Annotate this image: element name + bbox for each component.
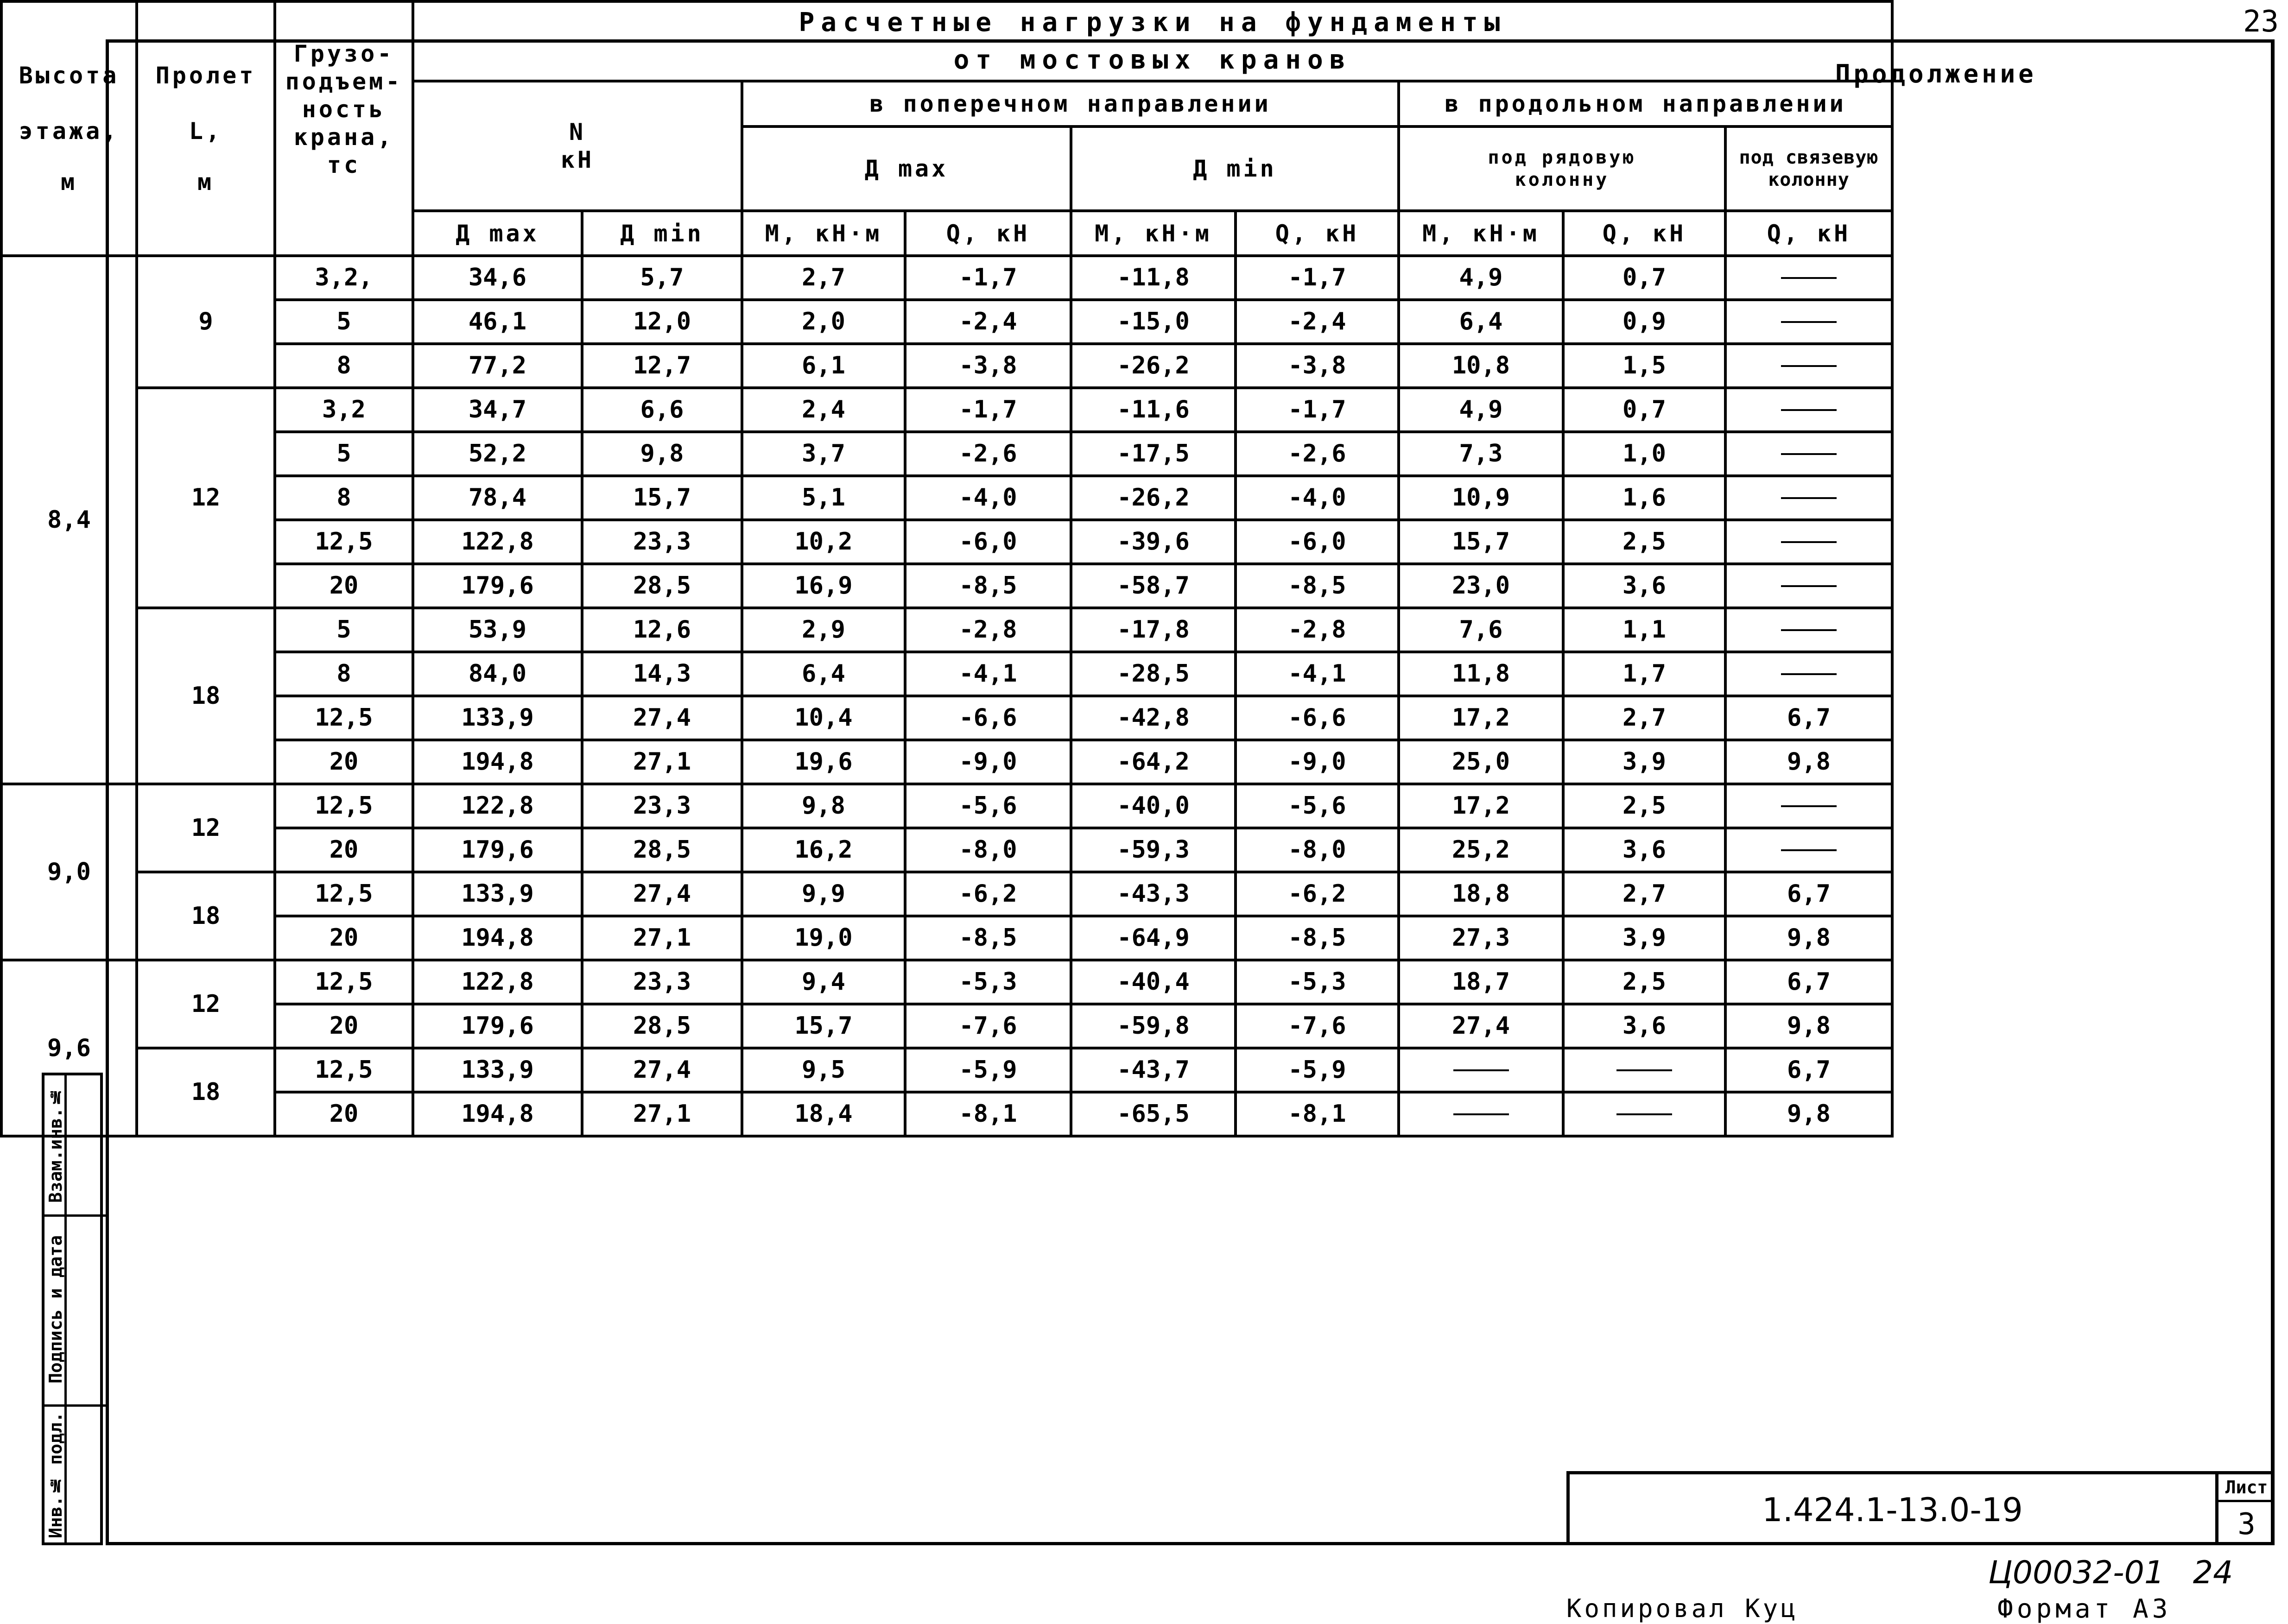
value-cell: -40,4 (1071, 960, 1236, 1004)
capacity-header-l2: подъем- (285, 68, 403, 95)
value-cell: 0,7 (1563, 388, 1725, 432)
capacity-header-l5: тс (327, 152, 361, 178)
value-cell: 23,3 (582, 960, 742, 1004)
value-cell: 10,9 (1399, 476, 1563, 520)
value-cell: 84,0 (413, 652, 582, 696)
span-cell: 9 (137, 256, 275, 388)
value-cell: 20 (275, 916, 413, 960)
dmax-header: Д max (742, 126, 1071, 211)
value-cell: -9,0 (905, 740, 1071, 784)
value-cell: -7,6 (905, 1004, 1071, 1048)
value-cell: 10,8 (1399, 344, 1563, 388)
value-cell: 122,8 (413, 520, 582, 564)
value-cell: 3,9 (1563, 740, 1725, 784)
value-cell: 9,8 (1725, 916, 1892, 960)
value-cell: 3,2 (275, 388, 413, 432)
subheader-cell: Q, кН (905, 211, 1071, 256)
value-cell: 28,5 (582, 1004, 742, 1048)
value-cell: 6,6 (582, 388, 742, 432)
value-cell: 5,1 (742, 476, 905, 520)
value-cell: -5,9 (905, 1048, 1071, 1092)
value-cell: 179,6 (413, 564, 582, 608)
value-cell: -11,8 (1071, 256, 1236, 300)
value-cell: 2,4 (742, 388, 905, 432)
sheet-box (2215, 1471, 2275, 1545)
value-cell: 2,5 (1563, 784, 1725, 828)
value-cell: -28,5 (1071, 652, 1236, 696)
value-cell: -3,8 (1236, 344, 1399, 388)
value-cell: 15,7 (1399, 520, 1563, 564)
value-cell: 2,5 (1563, 960, 1725, 1004)
value-cell: -2,6 (1236, 432, 1399, 476)
value-cell: -5,9 (1236, 1048, 1399, 1092)
value-cell: -2,4 (1236, 300, 1399, 344)
value-cell: 2,7 (1563, 696, 1725, 740)
value-cell: 7,3 (1399, 432, 1563, 476)
value-cell: 12,6 (582, 608, 742, 652)
value-cell: 133,9 (413, 872, 582, 916)
transverse-header: в поперечном направлении (742, 81, 1399, 126)
value-cell: 12,5 (275, 520, 413, 564)
subheader-cell: Q, кН (1563, 211, 1725, 256)
value-cell: 0,7 (1563, 256, 1725, 300)
value-cell: 34,7 (413, 388, 582, 432)
value-cell: 28,5 (582, 828, 742, 872)
value-cell: -6,0 (905, 520, 1071, 564)
span-header-l2: L, (189, 117, 223, 145)
value-cell: -58,7 (1071, 564, 1236, 608)
value-cell: 122,8 (413, 960, 582, 1004)
subheader-cell: М, кН·м (742, 211, 905, 256)
value-cell: 133,9 (413, 1048, 582, 1092)
value-cell: 27,3 (1399, 916, 1563, 960)
value-cell: 12,5 (275, 872, 413, 916)
value-cell: -8,5 (1236, 916, 1399, 960)
value-cell: 52,2 (413, 432, 582, 476)
value-cell: 2,5 (1563, 520, 1725, 564)
value-cell: 6,4 (1399, 300, 1563, 344)
value-cell: 23,0 (1399, 564, 1563, 608)
value-cell: -4,0 (1236, 476, 1399, 520)
value-cell: 1,5 (1563, 344, 1725, 388)
subheader-cell: Q, кН (1725, 211, 1892, 256)
value-cell: 78,4 (413, 476, 582, 520)
value-cell: 9,8 (1725, 1004, 1892, 1048)
value-cell: 25,2 (1399, 828, 1563, 872)
value-cell: -43,7 (1071, 1048, 1236, 1092)
value-cell: 5,7 (582, 256, 742, 300)
value-cell: 28,5 (582, 564, 742, 608)
span-cell: 18 (137, 608, 275, 784)
value-cell: 1,1 (1563, 608, 1725, 652)
value-cell: 194,8 (413, 740, 582, 784)
value-cell: 179,6 (413, 828, 582, 872)
value-cell: 34,6 (413, 256, 582, 300)
value-cell: -40,0 (1071, 784, 1236, 828)
height-cell: 8,4 (1, 256, 137, 784)
value-cell: 194,8 (413, 1092, 582, 1136)
value-cell: 9,4 (742, 960, 905, 1004)
value-cell: 46,1 (413, 300, 582, 344)
height-header-l3: м (60, 168, 78, 196)
value-cell: 20 (275, 828, 413, 872)
value-cell: -6,0 (1236, 520, 1399, 564)
subheader-cell: М, кН·м (1399, 211, 1563, 256)
height-cell: 9,0 (1, 784, 137, 960)
value-cell: 8 (275, 476, 413, 520)
value-cell: 9,8 (1725, 740, 1892, 784)
value-cell: -65,5 (1071, 1092, 1236, 1136)
side-stamp (42, 1073, 103, 1545)
value-cell: -17,5 (1071, 432, 1236, 476)
value-cell: -1,7 (905, 388, 1071, 432)
value-cell: -15,0 (1071, 300, 1236, 344)
value-cell: -39,6 (1071, 520, 1236, 564)
value-cell: 6,4 (742, 652, 905, 696)
value-cell: 14,3 (582, 652, 742, 696)
value-cell: -17,8 (1071, 608, 1236, 652)
value-cell: -4,1 (1236, 652, 1399, 696)
value-cell: 27,4 (582, 1048, 742, 1092)
row-column-header-l2: колонну (1515, 169, 1610, 190)
value-cell: -1,7 (1236, 256, 1399, 300)
paper-format: Формат А3 (1997, 1594, 2172, 1624)
value-cell: -26,2 (1071, 344, 1236, 388)
original-inv-label: Инв.№ подл. (45, 1412, 66, 1538)
value-cell: -8,5 (1236, 564, 1399, 608)
value-cell: 77,2 (413, 344, 582, 388)
value-cell: 2,7 (1563, 872, 1725, 916)
n-header-l2: кН (560, 146, 595, 173)
value-cell: 5 (275, 608, 413, 652)
value-cell: 11,8 (1399, 652, 1563, 696)
value-cell: -59,8 (1071, 1004, 1236, 1048)
replaced-inv-label: Взам.инв.№ (45, 1087, 66, 1203)
value-cell: -8,5 (905, 564, 1071, 608)
value-cell: 3,9 (1563, 916, 1725, 960)
value-cell: -26,2 (1071, 476, 1236, 520)
value-cell: 23,3 (582, 520, 742, 564)
value-cell: 12,7 (582, 344, 742, 388)
value-cell: 5 (275, 300, 413, 344)
value-cell: 12,5 (275, 696, 413, 740)
span-cell: 12 (137, 784, 275, 872)
value-cell: 10,2 (742, 520, 905, 564)
value-cell: 18,7 (1399, 960, 1563, 1004)
value-cell: 8 (275, 344, 413, 388)
brace-column-header-l2: колонну (1768, 169, 1850, 190)
copied-by: Копировал Куц (1566, 1594, 1799, 1623)
value-cell: -64,9 (1071, 916, 1236, 960)
subheader-cell: Q, кН (1236, 211, 1399, 256)
capacity-header-l4: крана, (293, 124, 394, 151)
drawing-frame (106, 39, 2275, 1545)
value-cell: 25,0 (1399, 740, 1563, 784)
value-cell: 6,7 (1725, 872, 1892, 916)
value-cell: 3,2, (275, 256, 413, 300)
value-cell: 15,7 (582, 476, 742, 520)
value-cell: 1,7 (1563, 652, 1725, 696)
brace-column-header-l1: под связевую (1739, 147, 1879, 168)
value-cell: 17,2 (1399, 696, 1563, 740)
value-cell: 27,4 (582, 696, 742, 740)
row-column-header-l1: под рядовую (1488, 147, 1636, 168)
longitudinal-header: в продольном направлении (1399, 81, 1892, 126)
value-cell: -5,6 (1236, 784, 1399, 828)
subheader-cell: М, кН·м (1071, 211, 1236, 256)
span-cell: 18 (137, 1048, 275, 1136)
side-stamp-labels (44, 1075, 67, 1542)
value-cell: -2,4 (905, 300, 1071, 344)
sheet-number: 3 (2237, 1507, 2256, 1542)
value-cell: 23,3 (582, 784, 742, 828)
value-cell: 20 (275, 564, 413, 608)
value-cell: -8,0 (905, 828, 1071, 872)
height-header-l1: Высота (19, 62, 120, 89)
page-number: 23 (2243, 5, 2279, 39)
value-cell: -5,3 (905, 960, 1071, 1004)
span-header-l1: Пролет (155, 62, 256, 89)
value-cell: -2,8 (1236, 608, 1399, 652)
capacity-header-l1: Грузо- (293, 40, 394, 67)
value-cell: -7,6 (1236, 1004, 1399, 1048)
value-cell: -2,8 (905, 608, 1071, 652)
value-cell: 6,7 (1725, 696, 1892, 740)
dmin-header: Д min (1071, 126, 1399, 211)
value-cell: 6,7 (1725, 960, 1892, 1004)
value-cell: -5,6 (905, 784, 1071, 828)
document-number: 1.424.1-13.0-19 (1566, 1471, 2215, 1545)
signature-date-label: Подпись и дата (45, 1235, 66, 1384)
value-cell: 27,4 (1399, 1004, 1563, 1048)
value-cell: -4,0 (905, 476, 1071, 520)
value-cell: -8,1 (1236, 1092, 1399, 1136)
value-cell: 3,7 (742, 432, 905, 476)
value-cell: 6,7 (1725, 1048, 1892, 1092)
value-cell: 5 (275, 432, 413, 476)
subheader-cell: Д min (582, 211, 742, 256)
value-cell: 9,8 (742, 784, 905, 828)
value-cell: 7,6 (1399, 608, 1563, 652)
value-cell: 53,9 (413, 608, 582, 652)
value-cell: -8,5 (905, 916, 1071, 960)
value-cell: 194,8 (413, 916, 582, 960)
value-cell: -5,3 (1236, 960, 1399, 1004)
value-cell: 179,6 (413, 1004, 582, 1048)
height-cell: 9,6 (1, 960, 137, 1136)
value-cell: 16,2 (742, 828, 905, 872)
value-cell: 20 (275, 740, 413, 784)
archive-stamp (1988, 1554, 2233, 1591)
value-cell: -6,2 (905, 872, 1071, 916)
sheet-label: Лист (2218, 1474, 2275, 1502)
value-cell: -3,8 (905, 344, 1071, 388)
value-cell: 9,9 (742, 872, 905, 916)
value-cell: -1,7 (1236, 388, 1399, 432)
value-cell: 1,0 (1563, 432, 1725, 476)
table-title-line1: Расчетные нагрузки на фундаменты (799, 7, 1507, 38)
value-cell: -6,2 (1236, 872, 1399, 916)
value-cell: -64,2 (1071, 740, 1236, 784)
value-cell: 12,5 (275, 784, 413, 828)
subheader-cell: Д max (413, 211, 582, 256)
value-cell: -9,0 (1236, 740, 1399, 784)
archive-code: Ц00032-01 (1988, 1554, 2165, 1591)
value-cell: 4,9 (1399, 388, 1563, 432)
value-cell: 3,6 (1563, 1004, 1725, 1048)
value-cell: 6,1 (742, 344, 905, 388)
value-cell: 133,9 (413, 696, 582, 740)
value-cell: 2,7 (742, 256, 905, 300)
value-cell: -4,1 (905, 652, 1071, 696)
value-cell: 20 (275, 1092, 413, 1136)
value-cell: 2,0 (742, 300, 905, 344)
value-cell: -43,3 (1071, 872, 1236, 916)
value-cell: -6,6 (1236, 696, 1399, 740)
value-cell: -8,1 (905, 1092, 1071, 1136)
value-cell: 18,8 (1399, 872, 1563, 916)
value-cell: 4,9 (1399, 256, 1563, 300)
capacity-header-l3: ность (302, 96, 386, 123)
value-cell: 12,5 (275, 960, 413, 1004)
value-cell: 10,4 (742, 696, 905, 740)
archive-page: 24 (2193, 1554, 2233, 1591)
span-cell: 18 (137, 872, 275, 960)
value-cell: 9,8 (582, 432, 742, 476)
value-cell: 122,8 (413, 784, 582, 828)
stamp-divider (44, 1404, 106, 1407)
value-cell: 3,6 (1563, 828, 1725, 872)
value-cell: 15,7 (742, 1004, 905, 1048)
value-cell: 18,4 (742, 1092, 905, 1136)
value-cell: 1,6 (1563, 476, 1725, 520)
span-cell: 12 (137, 960, 275, 1048)
value-cell: 19,6 (742, 740, 905, 784)
value-cell: -2,6 (905, 432, 1071, 476)
span-cell: 12 (137, 388, 275, 608)
value-cell: 0,9 (1563, 300, 1725, 344)
value-cell: 17,2 (1399, 784, 1563, 828)
value-cell: -42,8 (1071, 696, 1236, 740)
continuation-label: Продолжение (1835, 59, 2037, 88)
stamp-divider (44, 1214, 106, 1217)
value-cell: 27,4 (582, 872, 742, 916)
value-cell: -11,6 (1071, 388, 1236, 432)
value-cell: 19,0 (742, 916, 905, 960)
table-title-line2: от мостовых кранов (953, 45, 1352, 75)
value-cell: 9,8 (1725, 1092, 1892, 1136)
value-cell: 12,5 (275, 1048, 413, 1092)
value-cell: 27,1 (582, 916, 742, 960)
value-cell: -6,6 (905, 696, 1071, 740)
value-cell: -1,7 (905, 256, 1071, 300)
span-header-l3: м (197, 168, 215, 196)
value-cell: 8 (275, 652, 413, 696)
value-cell: -8,0 (1236, 828, 1399, 872)
value-cell: 2,9 (742, 608, 905, 652)
height-header-l2: этажа, (19, 117, 120, 145)
value-cell: 9,5 (742, 1048, 905, 1092)
value-cell: 20 (275, 1004, 413, 1048)
value-cell: 27,1 (582, 1092, 742, 1136)
value-cell: -59,3 (1071, 828, 1236, 872)
n-header-l1: N (569, 119, 586, 145)
value-cell: 3,6 (1563, 564, 1725, 608)
value-cell: 27,1 (582, 740, 742, 784)
value-cell: 12,0 (582, 300, 742, 344)
value-cell: 16,9 (742, 564, 905, 608)
